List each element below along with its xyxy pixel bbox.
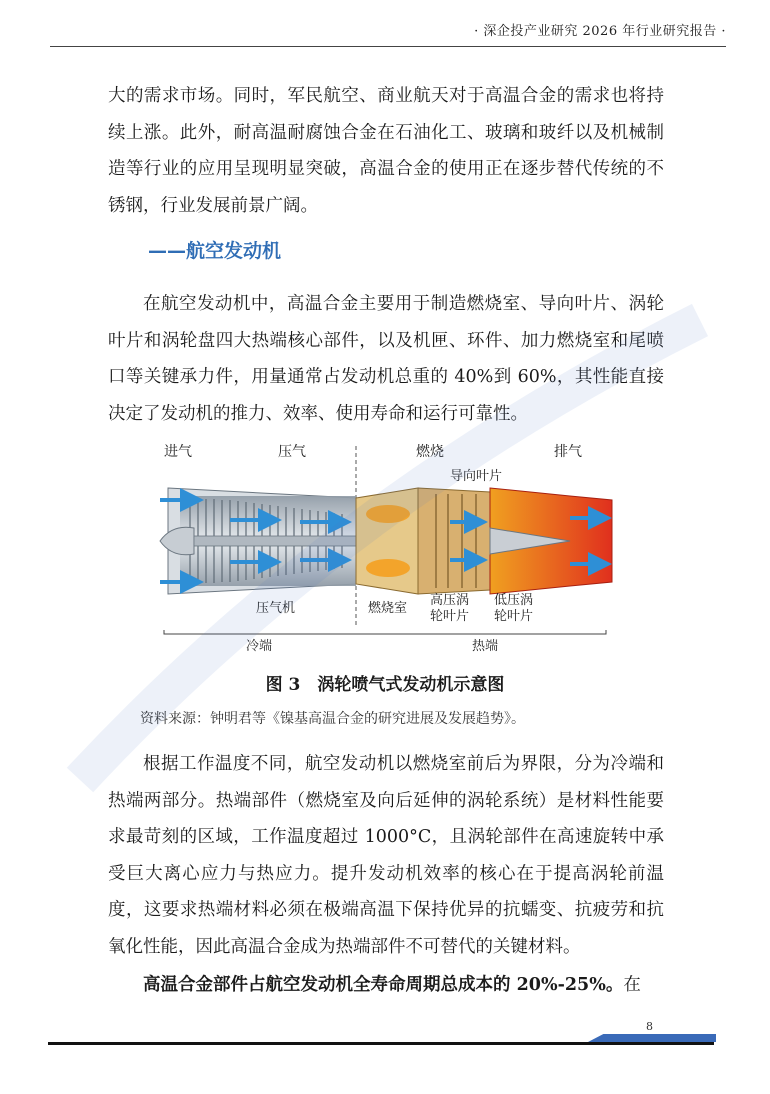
label-hp-turbine-1: 高压涡 (430, 593, 470, 608)
report-header: · 深企投产业研究 2026 年行业研究报告 · (474, 24, 726, 39)
cost-share-continuation: 在 (623, 975, 641, 995)
nose-cone (160, 527, 194, 555)
turbine-section (418, 488, 490, 594)
label-guide-vane: 导向叶片 (450, 469, 503, 484)
label-exhaust: 排气 (554, 444, 582, 460)
engine-diagram (150, 436, 622, 658)
label-intake: 进气 (164, 444, 192, 460)
figure-source: 资料来源：钟明君等《镍基高温合金的研究进展及发展趋势》。 (140, 711, 525, 727)
paragraph-cost-share (108, 967, 664, 1004)
header-divider (50, 46, 726, 47)
footer-divider (48, 1042, 714, 1045)
label-compress: 压气 (278, 444, 306, 460)
label-cold-end: 冷端 (246, 639, 273, 654)
label-hp-turbine-2: 轮叶片 (430, 609, 470, 624)
paragraph-cold-hot-ends: 根据工作温度不同，航空发动机以燃烧室前后为界限，分为冷端和热端两部分。热端部件（燃烧室及向后延伸的涡轮系统）是材料性能要求最苛刻的区域，工作温度超过 1000°C，且涡轮部件在高速旋转中承受巨大离心应力与热应力。提升发动机效率的核心在于提高涡轮前温度，这要求热端材料必须在极端高温下保持优异的抗蠕变、抗疲劳和抗氧化性能，因此高温合金成为热端部件不可替代的关键材料。 (108, 754, 664, 957)
section-heading-aero-engine: ——航空发动机 (148, 240, 282, 262)
page-number: 8 (646, 1020, 653, 1033)
label-hot-end: 热端 (472, 639, 499, 654)
paragraph-market-demand: 大的需求市场。同时，军民航空、商业航天对于高温合金的需求也将持续上涨。此外，耐高温耐腐蚀合金在石油化工、玻璃和玻纤以及机械制造等行业的应用呈现明显突破，高温合金的使用正在逐步替代传统的不锈钢，行业发展前景广阔。 (108, 86, 664, 216)
label-combustor: 燃烧室 (368, 601, 408, 616)
figure-caption: 图 3 涡轮喷气式发动机示意图 (265, 675, 505, 695)
cost-share-bold: 高温合金部件占航空发动机全寿命周期总成本的 20%-25%。 (143, 975, 624, 995)
label-lp-turbine-2: 轮叶片 (494, 609, 534, 624)
footer-accent-bar (588, 1034, 716, 1042)
combustor-section (356, 488, 418, 594)
region-bracket (164, 630, 606, 634)
label-lp-turbine-1: 低压涡 (494, 593, 534, 608)
paragraph-engine-usage: 在航空发动机中，高温合金主要用于制造燃烧室、导向叶片、涡轮叶片和涡轮盘四大热端核心部件，以及机匣、环件、加力燃烧室和尾喷口等关键承力件，用量通常占发动机总重的 40%到 60%，其性能直接决定了发动机的推力、效率、使用寿命和运行可靠性。 (108, 294, 664, 424)
label-combust: 燃烧 (416, 444, 444, 460)
label-compressor: 压气机 (256, 601, 296, 616)
